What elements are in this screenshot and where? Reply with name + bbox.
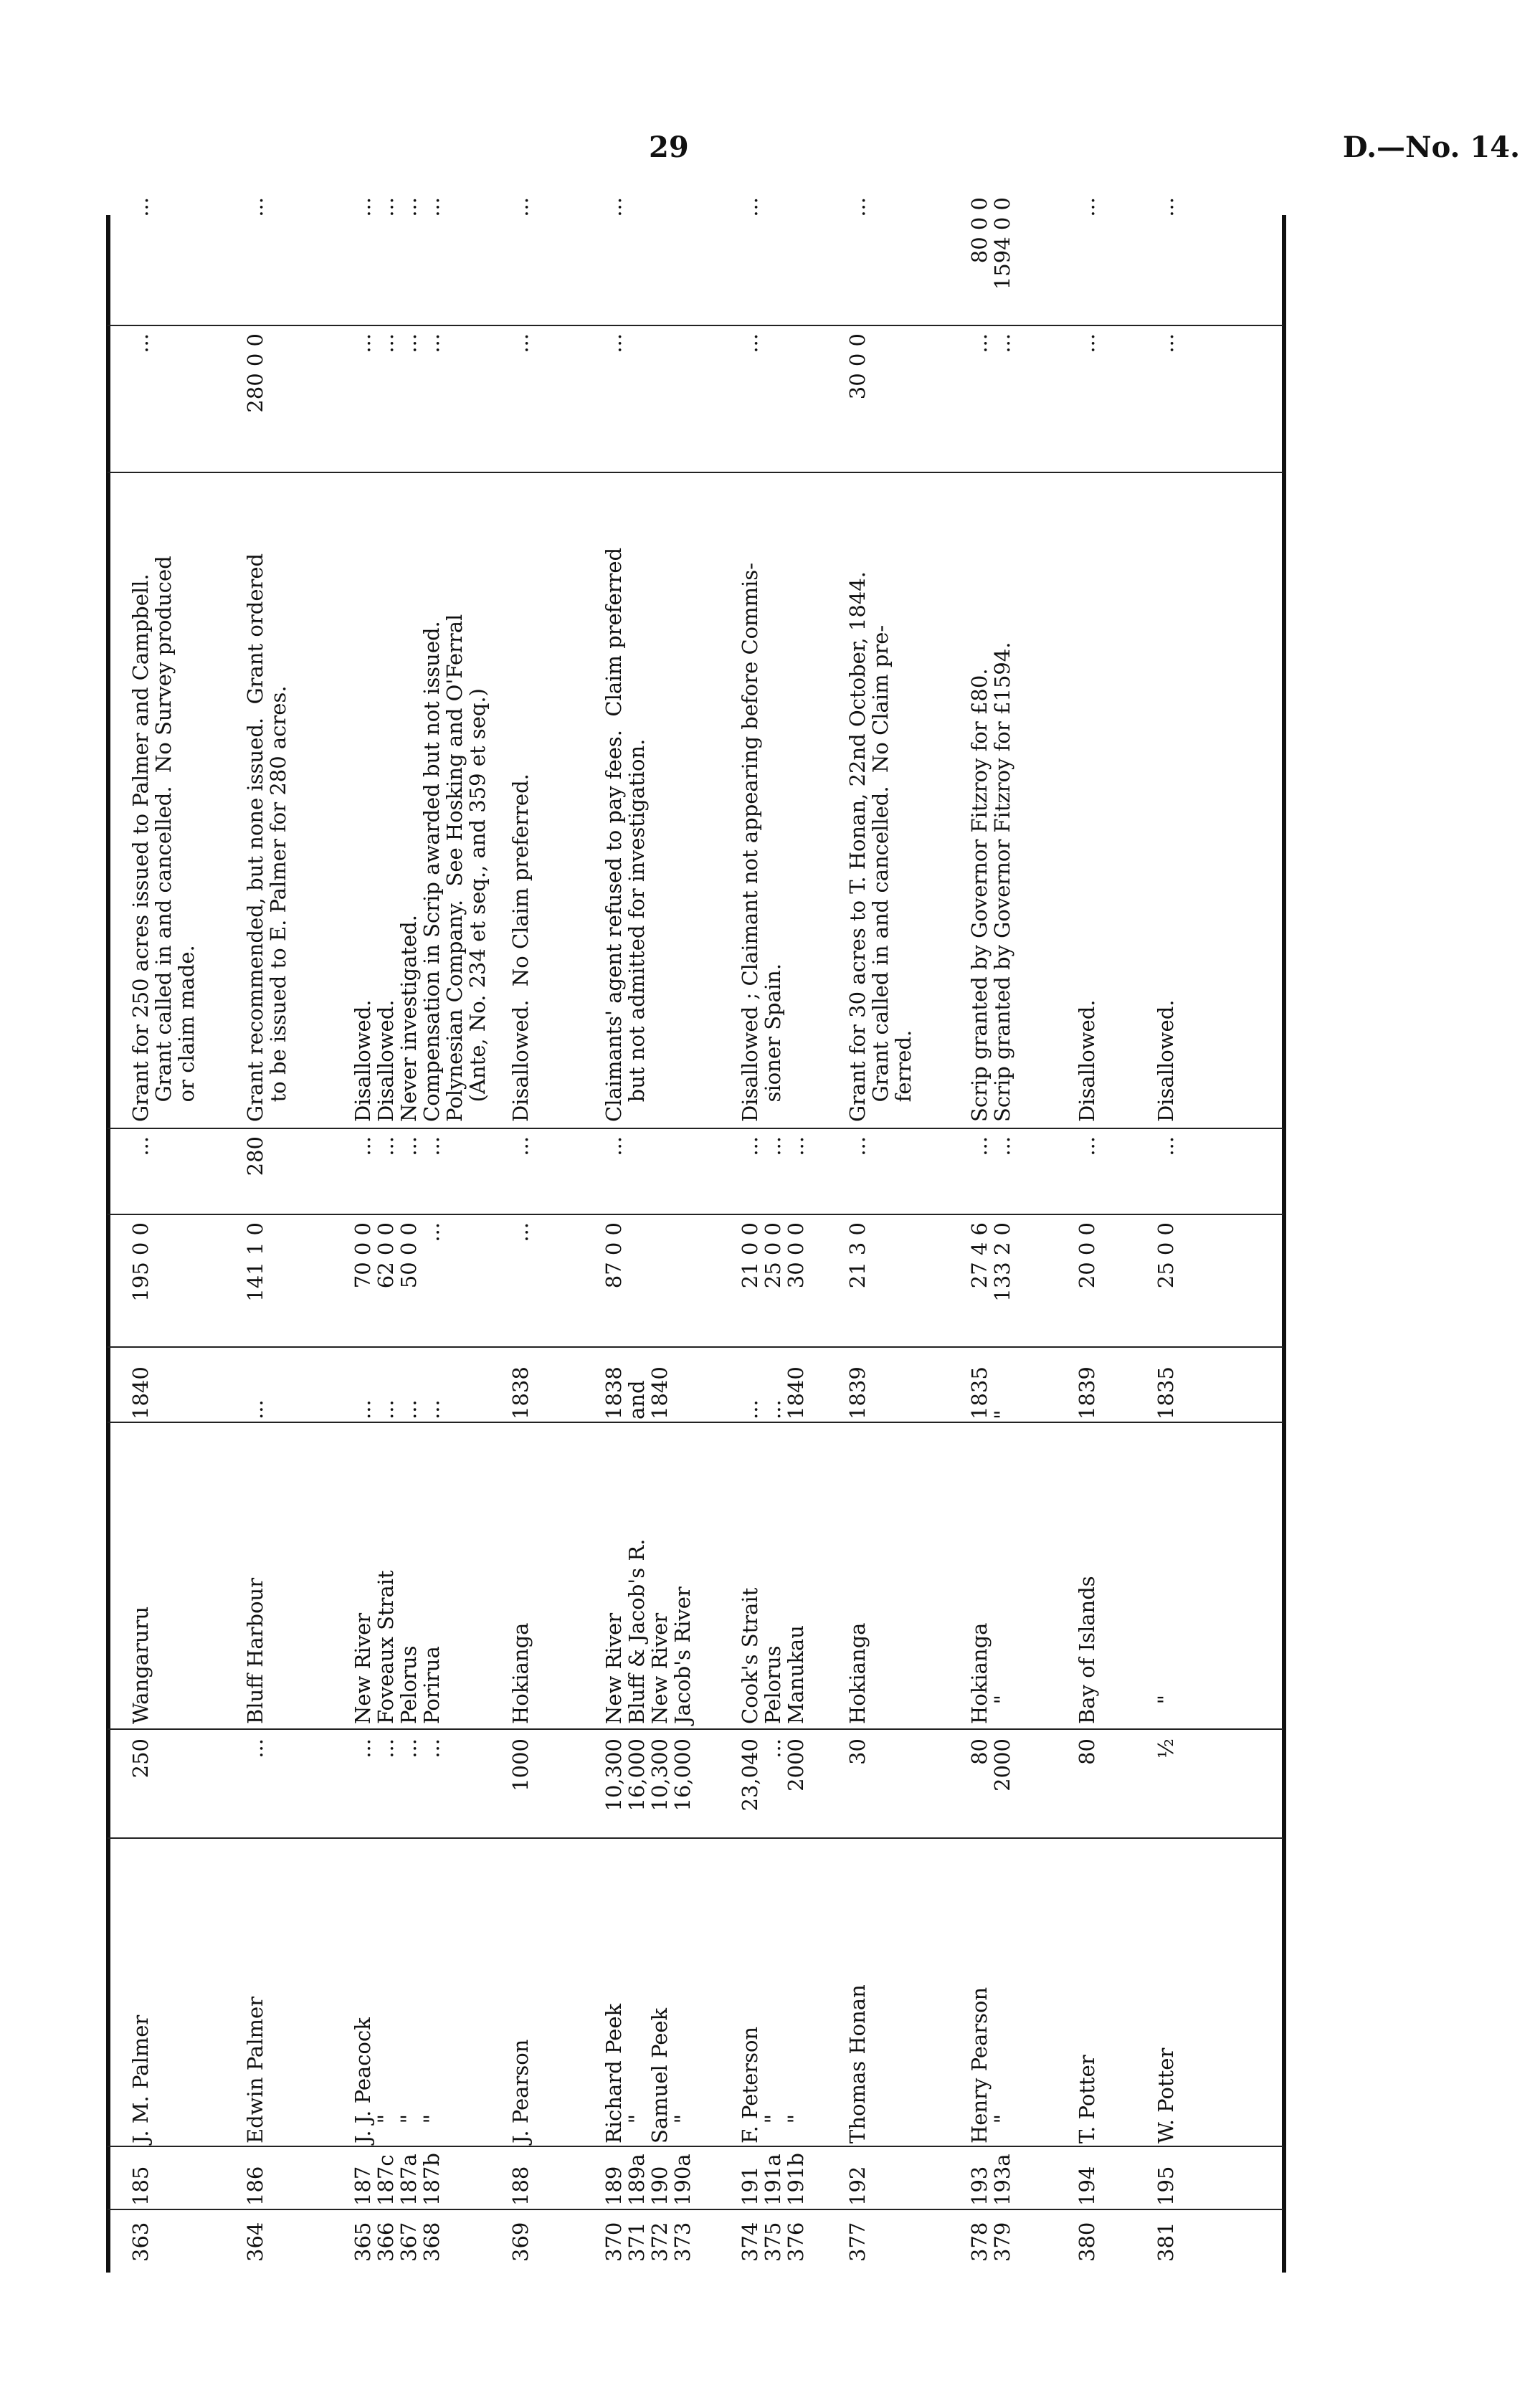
table-cell-remarks: or claim made. — [174, 945, 199, 1122]
table-cell-claims: 193 — [967, 2166, 992, 2206]
table-cell-acres: 2000 — [990, 1738, 1014, 1792]
table-cell-amount: ... — [351, 197, 375, 217]
table-cell-nos: 372 — [647, 2222, 672, 2262]
table-cell-paid: 70 0 0 — [351, 1222, 375, 1289]
table-cell-districts: New River — [647, 1612, 672, 1724]
table-cell-years: " — [990, 1409, 1014, 1419]
table-cell-districts: Hokianga — [845, 1622, 870, 1724]
table-cell-scrip: ... — [419, 333, 444, 353]
table-cell-claims: 187c — [374, 2154, 398, 2206]
table-cell-claims: 191 — [738, 2166, 762, 2206]
table-cell-amount: ... — [1075, 197, 1099, 217]
table-cell-years: ... — [243, 1399, 267, 1419]
table-cell-claimants: Thomas Honan — [845, 1984, 870, 2144]
table-cell-grant: ... — [738, 1136, 762, 1156]
table-cell-paid: 20 0 0 — [1075, 1222, 1099, 1289]
table-cell-acres: 80 — [967, 1738, 992, 1765]
table-cell-remarks: Disallowed. — [351, 999, 375, 1122]
table-cell-remarks: sioner Spain. — [761, 963, 785, 1122]
table-cell-nos: 371 — [624, 2222, 649, 2262]
table-cell-nos: 370 — [602, 2222, 626, 2262]
table-cell-years: 1839 — [845, 1366, 870, 1419]
table-cell-amount: ... — [845, 197, 870, 217]
table-cell-grant: ... — [784, 1136, 808, 1156]
table-cell-paid: 141 1 0 — [243, 1222, 267, 1302]
table-cell-years: ... — [738, 1399, 762, 1419]
table-cell-years: ... — [419, 1399, 444, 1419]
table-cell-districts: Foveaux Strait — [374, 1570, 398, 1724]
table-cell-remarks: Compensation in Scrip awarded but not issued. — [419, 621, 444, 1122]
table-cell-grant: ... — [128, 1136, 153, 1156]
table-cell-scrip: ... — [128, 333, 153, 353]
table-cell-districts: Hokianga — [967, 1622, 992, 1724]
column-rule — [108, 2146, 1283, 2147]
table-cell-acres: ... — [351, 1738, 375, 1759]
table-cell-amount: 1594 0 0 — [990, 197, 1014, 290]
table-cell-paid: 25 0 0 — [761, 1222, 785, 1289]
table-cell-grant: ... — [845, 1136, 870, 1156]
table-cell-years: ... — [396, 1399, 421, 1419]
table-cell-claims: 187 — [351, 2166, 375, 2206]
table-cell-districts: Cook's Strait — [738, 1587, 762, 1724]
table-cell-years: 1838 — [602, 1366, 626, 1419]
table-cell-claimants: Edwin Palmer — [243, 1996, 267, 2144]
table-cell-amount: ... — [128, 197, 153, 217]
table-cell-amount: ... — [738, 197, 762, 217]
table-cell-amount: ... — [243, 197, 267, 217]
table-cell-districts: Wangaruru — [128, 1606, 153, 1724]
table-cell-remarks: to be issued to E. Palmer for 280 acres. — [266, 685, 290, 1122]
table-cell-remarks: but not admitted for investigation. — [624, 738, 649, 1122]
table-cell-claimants: Samuel Peek — [647, 2007, 672, 2144]
table-cell-claims: 194 — [1075, 2166, 1099, 2206]
table-cell-grant: ... — [508, 1136, 533, 1156]
table-cell-claims: 186 — [243, 2166, 267, 2206]
table-cell-districts: Bay of Islands — [1075, 1576, 1099, 1724]
table-cell-nos: 381 — [1154, 2222, 1178, 2262]
table-cell-years: 1840 — [647, 1366, 672, 1419]
table-cell-claimants: F. Peterson — [738, 2026, 762, 2144]
table-cell-acres: 250 — [128, 1738, 153, 1779]
table-cell-nos: 366 — [374, 2222, 398, 2262]
table-cell-claimants: " — [761, 2114, 785, 2144]
column-rule — [108, 1422, 1283, 1423]
table-cell-districts: New River — [351, 1612, 375, 1724]
column-rule — [108, 1837, 1283, 1839]
table-cell-acres: ... — [374, 1738, 398, 1759]
table-cell-districts: New River — [602, 1612, 626, 1724]
table-cell-years: and — [624, 1380, 649, 1419]
table-cell-remarks: Disallowed. — [1075, 999, 1099, 1122]
table-cell-paid: 133 2 0 — [990, 1222, 1014, 1302]
table-cell-districts: Bluff Harbour — [243, 1577, 267, 1724]
table-cell-paid: ... — [419, 1222, 444, 1242]
table-cell-scrip: ... — [508, 333, 533, 353]
table-cell-scrip: ... — [396, 333, 421, 353]
table-cell-nos: 373 — [670, 2222, 695, 2262]
table-cell-amount: ... — [374, 197, 398, 217]
table-cell-claimants: " — [374, 2114, 398, 2144]
table-cell-districts: Pelorus — [761, 1645, 785, 1724]
table-cell-claims: 189a — [624, 2154, 649, 2206]
table-cell-acres: ... — [761, 1738, 785, 1759]
table-cell-claims: 188 — [508, 2166, 533, 2206]
table-cell-claims: 191b — [784, 2153, 808, 2206]
column-rule — [108, 472, 1283, 473]
table-cell-paid: 27 4 6 — [967, 1222, 992, 1289]
table-cell-paid: 30 0 0 — [784, 1222, 808, 1289]
table-cell-nos: 378 — [967, 2222, 992, 2262]
table-cell-remarks: Grant for 250 acres issued to Palmer and Campbell. — [128, 574, 153, 1122]
table-cell-claimants: " — [396, 2114, 421, 2144]
table-cell-nos: 376 — [784, 2222, 808, 2262]
table-cell-remarks: Grant called in and cancelled. No Survey produced — [151, 556, 176, 1122]
column-rule — [108, 1728, 1283, 1730]
table-cell-scrip: ... — [1075, 333, 1099, 353]
table-cell-scrip: ... — [738, 333, 762, 353]
table-cell-scrip: 280 0 0 — [243, 333, 267, 413]
rotated-claims-table — [108, 190, 1283, 2269]
table-cell-claims: 191a — [761, 2154, 785, 2206]
table-cell-nos: 369 — [508, 2222, 533, 2262]
table-cell-paid: 25 0 0 — [1154, 1222, 1178, 1289]
table-cell-remarks: Scrip granted by Governor Fitzroy for £80. — [967, 668, 992, 1122]
table-cell-grant: 280 — [243, 1136, 267, 1176]
table-cell-claims: 187b — [419, 2153, 444, 2206]
table-cell-grant: ... — [967, 1136, 992, 1156]
table-cell-scrip: ... — [967, 333, 992, 353]
table-cell-remarks: (Ante, No. 234 et seq., and 359 et seq.) — [465, 688, 490, 1122]
table-cell-grant: ... — [419, 1136, 444, 1156]
table-cell-years: ... — [374, 1399, 398, 1419]
table-cell-years: 1839 — [1075, 1366, 1099, 1419]
table-cell-acres: 10,300 — [647, 1738, 672, 1812]
table-cell-years: 1835 — [1154, 1366, 1178, 1419]
table-cell-amount: ... — [508, 197, 533, 217]
table-cell-grant: ... — [374, 1136, 398, 1156]
table-cell-acres: 80 — [1075, 1738, 1099, 1765]
table-cell-claims: 193a — [990, 2154, 1014, 2206]
table-cell-remarks: Disallowed. — [374, 999, 398, 1122]
table-cell-years: 1838 — [508, 1366, 533, 1419]
table-cell-remarks: ferred. — [891, 1029, 916, 1122]
table-cell-acres: 1000 — [508, 1738, 533, 1792]
table-cell-paid: 21 3 0 — [845, 1222, 870, 1289]
table-cell-claims: 185 — [128, 2166, 153, 2206]
table-cell-remarks: Grant for 30 acres to T. Honan, 22nd October, 1844. — [845, 571, 870, 1122]
table-cell-acres: 23,040 — [738, 1738, 762, 1812]
table-cell-grant: ... — [602, 1136, 626, 1156]
table-cell-acres: 2000 — [784, 1738, 808, 1792]
table-cell-districts: " — [990, 1695, 1014, 1724]
table-cell-remarks: Scrip granted by Governor Fitzroy for £1594. — [990, 642, 1014, 1122]
page-number: 29 — [649, 130, 689, 164]
table-cell-claimants: " — [784, 2114, 808, 2144]
table-cell-paid: 195 0 0 — [128, 1222, 153, 1302]
table-cell-acres: 16,000 — [670, 1738, 695, 1812]
table-cell-years: 1835 — [967, 1366, 992, 1419]
table-cell-scrip: ... — [1154, 333, 1178, 353]
table-cell-claimants: J. M. Palmer — [128, 2014, 153, 2144]
table-cell-amount: ... — [419, 197, 444, 217]
table-cell-nos: 375 — [761, 2222, 785, 2262]
table-cell-grant: ... — [396, 1136, 421, 1156]
table-cell-claimants: W. Potter — [1154, 2047, 1178, 2144]
table-cell-scrip: ... — [374, 333, 398, 353]
table-cell-nos: 365 — [351, 2222, 375, 2262]
table-cell-claimants: Richard Peek — [602, 2003, 626, 2144]
table-cell-claimants: J. Pearson — [508, 2039, 533, 2144]
table-cell-years: 1840 — [784, 1366, 808, 1419]
table-cell-claimants: " — [990, 2114, 1014, 2144]
table-cell-nos: 377 — [845, 2222, 870, 2262]
table-cell-acres: 30 — [845, 1738, 870, 1765]
table-cell-claimants: Henry Pearson — [967, 1987, 992, 2144]
table-cell-claims: 189 — [602, 2166, 626, 2206]
table-cell-acres: ... — [419, 1738, 444, 1759]
table-cell-scrip: 30 0 0 — [845, 333, 870, 400]
table-cell-districts: Jacob's River — [670, 1586, 695, 1724]
table-cell-claimants: T. Potter — [1075, 2055, 1099, 2144]
table-cell-claims: 190a — [670, 2154, 695, 2206]
table-cell-claims: 192 — [845, 2166, 870, 2206]
column-rule — [108, 1346, 1283, 1348]
table-cell-grant: ... — [1154, 1136, 1178, 1156]
column-rule — [108, 2209, 1283, 2210]
table-cell-remarks: Disallowed. No Claim preferred. — [508, 774, 533, 1122]
table-cell-nos: 363 — [128, 2222, 153, 2262]
table-cell-paid: 62 0 0 — [374, 1222, 398, 1289]
table-cell-claimants: " — [670, 2114, 695, 2144]
table-cell-acres: ... — [243, 1738, 267, 1759]
table-cell-paid: 50 0 0 — [396, 1222, 421, 1289]
column-rule — [108, 1214, 1283, 1215]
table-cell-acres: 10,300 — [602, 1738, 626, 1812]
document-reference: D.—No. 14. — [1342, 130, 1520, 164]
table-cell-years: ... — [351, 1399, 375, 1419]
table-cell-claims: 190 — [647, 2166, 672, 2206]
table-cell-claimants: J. J. Peacock — [351, 2017, 375, 2144]
table-cell-paid: 87 0 0 — [602, 1222, 626, 1289]
table-cell-nos: 368 — [419, 2222, 444, 2262]
table-cell-acres: ... — [396, 1738, 421, 1759]
table-cell-claims: 187a — [396, 2154, 421, 2206]
table-cell-acres: ½ — [1154, 1738, 1178, 1759]
table-cell-claims: 195 — [1154, 2166, 1178, 2206]
table-cell-districts: " — [1154, 1695, 1178, 1724]
table-cell-years: 1840 — [128, 1366, 153, 1419]
table-cell-remarks: Polynesian Company. See Hosking and O'Ferral — [442, 614, 467, 1122]
table-cell-districts: Manukau — [784, 1625, 808, 1724]
table-cell-districts: Bluff & Jacob's R. — [624, 1538, 649, 1724]
column-rule — [108, 325, 1283, 326]
table-cell-paid: ... — [508, 1222, 533, 1242]
table-cell-districts: Pelorus — [396, 1645, 421, 1724]
table-cell-districts: Hokianga — [508, 1622, 533, 1724]
table-cell-remarks: Claimants' agent refused to pay fees. Claim preferred — [602, 547, 626, 1122]
table-cell-claimants: " — [419, 2114, 444, 2144]
table-cell-paid: 21 0 0 — [738, 1222, 762, 1289]
table-cell-amount: ... — [1154, 197, 1178, 217]
table-cell-scrip: ... — [602, 333, 626, 353]
table-cell-remarks: Disallowed ; Claimant not appearing before Commis- — [738, 562, 762, 1122]
table-cell-years: ... — [761, 1399, 785, 1419]
table-cell-remarks: Disallowed. — [1154, 999, 1178, 1122]
column-rule — [108, 1128, 1283, 1129]
table-cell-grant: ... — [990, 1136, 1014, 1156]
table-cell-amount: ... — [396, 197, 421, 217]
table-cell-claimants: " — [624, 2114, 649, 2144]
table-cell-scrip: ... — [990, 333, 1014, 353]
table-cell-nos: 367 — [396, 2222, 421, 2262]
table-cell-districts: Porirua — [419, 1646, 444, 1724]
table-cell-nos: 379 — [990, 2222, 1014, 2262]
table-cell-nos: 364 — [243, 2222, 267, 2262]
table-cell-acres: 16,000 — [624, 1738, 649, 1812]
table-cell-grant: ... — [1075, 1136, 1099, 1156]
table-cell-grant: ... — [351, 1136, 375, 1156]
table-cell-nos: 380 — [1075, 2222, 1099, 2262]
table-cell-amount: 80 0 0 — [967, 197, 992, 264]
table-cell-amount: ... — [602, 197, 626, 217]
table-cell-nos: 374 — [738, 2222, 762, 2262]
table-cell-remarks: Never investigated. — [396, 915, 421, 1122]
table-cell-remarks: Grant called in and cancelled. No Claim pre- — [868, 624, 893, 1122]
table-cell-remarks: Grant recommended, but none issued. Grant ordered — [243, 553, 267, 1122]
table-cell-scrip: ... — [351, 333, 375, 353]
table-cell-grant: ... — [761, 1136, 785, 1156]
